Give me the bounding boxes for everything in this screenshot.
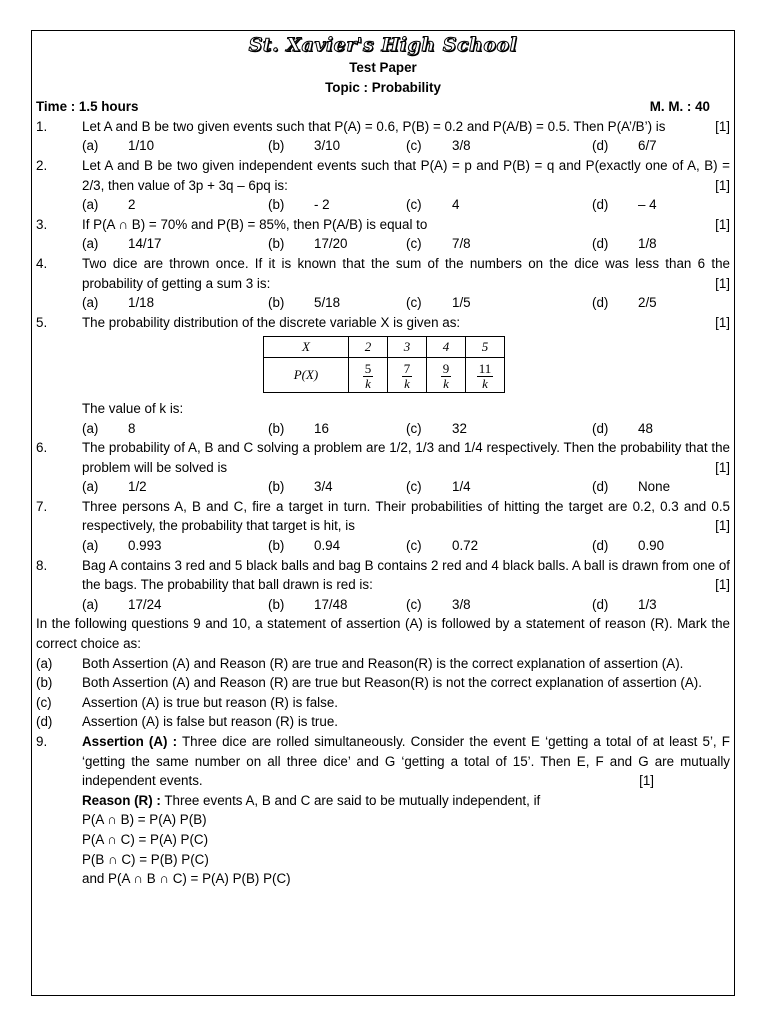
question-text: Let A and B be two given events such that P(A) = 0.6, P(B) = 0.2 and P(A/B) = 0.5. Then P(A’/B’) is (82, 118, 666, 134)
question-body (82, 438, 730, 477)
option-label: (c) (406, 138, 422, 154)
x-row (264, 337, 505, 358)
time-allowed: Time : 1.5 hours (36, 99, 139, 115)
question-number: 2. (36, 157, 48, 173)
option-label: (a) (82, 236, 99, 252)
numerator: 7 (403, 360, 411, 376)
option-value: 32 (452, 420, 467, 436)
option-value: 48 (638, 420, 653, 436)
test-paper (36, 32, 730, 889)
option-label: (d) (592, 236, 609, 252)
option-a (82, 195, 268, 215)
option-b (268, 477, 406, 497)
question-3 (36, 215, 730, 235)
question-number: 7. (36, 498, 48, 514)
option-label: (b) (268, 420, 285, 436)
paper-title: Test Paper (349, 60, 417, 75)
option-a (82, 477, 268, 497)
fraction (402, 362, 413, 391)
denominator: k (404, 375, 410, 391)
question-2 (36, 156, 730, 195)
x-value: 4 (427, 337, 466, 358)
choice-text: Assertion (A) is true but reason (R) is false. (82, 694, 338, 710)
px-header: P(X) (264, 357, 349, 392)
option-value: 14/17 (128, 236, 162, 252)
option-value: 17/48 (314, 596, 348, 612)
option-value: 1/8 (638, 236, 657, 252)
question-body (82, 156, 730, 195)
options-row (36, 195, 730, 215)
option-value: 16 (314, 420, 329, 436)
option-b (268, 419, 406, 439)
option-label: (d) (592, 538, 609, 554)
option-value: 1/2 (128, 479, 147, 495)
question-marks: [1] (715, 216, 730, 232)
option-value: 1/5 (452, 295, 471, 311)
distribution-table-wrap (36, 336, 730, 393)
option-label: (b) (268, 538, 285, 554)
assertion-text: Three dice are rolled simultaneously. Consider the event E ‘getting a total of at least 5’, F ‘getting the same number on all three dice’ and G ‘getting a total of 15’. Then E, F and G are mutually independent events. (82, 734, 730, 789)
assertion-reason-choices (36, 654, 730, 732)
question-marks: [1] (715, 177, 730, 193)
option-a (82, 595, 268, 615)
question-number: 1. (36, 118, 48, 134)
option-value: 0.72 (452, 538, 479, 554)
option-label: (c) (406, 236, 422, 252)
option-b (268, 136, 406, 156)
question-marks: [1] (715, 275, 730, 291)
question-text: The probability of A, B and C solving a problem are 1/2, 1/3 and 1/4 respectively. Then the probability that the problem will be solved is (82, 440, 730, 475)
choice-text: Both Assertion (A) and Reason (R) are true but Reason(R) is not the correct explanation of assertion (A). (82, 675, 702, 691)
option-c (406, 536, 592, 556)
question-number: 6. (36, 440, 48, 456)
fraction (363, 362, 374, 391)
question-marks: [1] (715, 118, 730, 134)
option-value: 5/18 (314, 295, 341, 311)
question-text: The probability distribution of the discrete variable X is given as: (82, 314, 461, 330)
option-label: (a) (82, 138, 99, 154)
options-row (36, 536, 730, 556)
distribution-table (263, 336, 505, 393)
option-c (406, 595, 592, 615)
fraction (441, 362, 452, 391)
x-value: 5 (466, 337, 505, 358)
option-label: (d) (592, 295, 609, 311)
x-header: X (264, 337, 349, 358)
question-9 (36, 732, 730, 889)
question-body (82, 497, 730, 536)
reason-label: Reason (R) : (82, 792, 161, 808)
choice-label: (c) (36, 694, 52, 710)
question-1 (36, 117, 730, 137)
option-c (406, 195, 592, 215)
option-d (592, 195, 730, 215)
options-row (36, 234, 730, 254)
time-marks-row (36, 97, 730, 117)
option-value: 1/3 (638, 596, 657, 612)
option-label: (b) (268, 197, 285, 213)
option-value: – 4 (638, 197, 657, 213)
question-4 (36, 254, 730, 293)
option-label: (c) (406, 197, 422, 213)
question-marks: [1] (715, 459, 730, 475)
option-d (592, 477, 730, 497)
option-value: 0.94 (314, 538, 341, 554)
question-body (82, 313, 730, 333)
option-value: 4 (452, 197, 460, 213)
question-7 (36, 497, 730, 536)
option-d (592, 234, 730, 254)
option-label: (d) (592, 420, 609, 436)
options-row (36, 293, 730, 313)
option-value: 2/5 (638, 295, 657, 311)
option-c (406, 419, 592, 439)
px-value (388, 357, 427, 392)
numerator: 5 (364, 360, 372, 376)
option-value: 2 (128, 197, 136, 213)
option-c (406, 234, 592, 254)
question-number: 9. (36, 734, 48, 749)
option-label: (d) (592, 197, 609, 213)
option-d (592, 293, 730, 313)
option-value: 0.993 (128, 538, 162, 554)
option-a (82, 234, 268, 254)
question-number: 3. (36, 216, 48, 232)
question-marks: [1] (715, 577, 730, 593)
question-text: Three persons A, B and C, fire a target in turn. Their probabilities of hitting the target are 0.2, 0.3 and 0.5 respectively, the probability that target is hit, is (82, 498, 730, 534)
school-name: St. Xavier's High School (248, 34, 518, 56)
question-body (82, 215, 730, 235)
question-text: Bag A contains 3 red and 5 black balls and bag B contains 2 red and 4 black balls. A ball is drawn from one of the bags. The probability that ball drawn is red is: (82, 557, 730, 593)
fraction (477, 362, 494, 391)
ar-choice-b (36, 673, 730, 693)
option-d (592, 136, 730, 156)
ar-choice-c (36, 693, 730, 713)
option-b (268, 234, 406, 254)
x-value: 2 (349, 337, 388, 358)
option-label: (b) (268, 295, 285, 311)
denominator: k (482, 375, 488, 391)
question-body (82, 117, 730, 137)
option-value: 3/10 (314, 138, 341, 154)
option-d (592, 419, 730, 439)
option-value: 1/4 (452, 479, 471, 495)
option-value: 8 (128, 420, 136, 436)
option-label: (a) (82, 538, 99, 554)
option-b (268, 195, 406, 215)
question-number: 4. (36, 255, 48, 271)
option-value: 6/7 (638, 138, 657, 154)
option-label: (c) (406, 479, 422, 495)
option-label: (c) (406, 596, 422, 612)
choice-text: Assertion (A) is false but reason (R) is true. (82, 714, 338, 730)
option-label: (b) (268, 479, 285, 495)
question-marks: [1] (715, 314, 730, 330)
option-c (406, 136, 592, 156)
option-label: (a) (82, 420, 99, 436)
px-row (264, 357, 505, 392)
question-number: 5. (36, 314, 48, 330)
choice-label: (d) (36, 714, 53, 730)
option-label: (a) (82, 197, 99, 213)
option-a (82, 136, 268, 156)
paper-topic: Topic : Probability (325, 79, 441, 95)
choice-label: (b) (36, 675, 53, 691)
option-label: (b) (268, 138, 285, 154)
option-label: (a) (82, 479, 99, 495)
question-8 (36, 556, 730, 595)
numerator: 9 (442, 360, 450, 376)
ar-choice-a (36, 654, 730, 674)
question-text: Let A and B be two given independent events such that P(A) = p and P(B) = q and P(exactly one of A, B) = 2/3, then value of 3p + 3q – 6pq is: (82, 157, 730, 193)
option-label: (a) (82, 295, 99, 311)
px-value (466, 357, 505, 392)
option-label: (d) (592, 138, 609, 154)
condition-4: and P(A ∩ B ∩ C) = P(A) P(B) P(C) (82, 871, 291, 887)
option-label: (c) (406, 538, 422, 554)
question-marks: [1] (639, 773, 654, 789)
option-label: (c) (406, 295, 422, 311)
reason-text: Three events A, B and C are said to be mutually independent, if (160, 792, 541, 808)
options-row (36, 477, 730, 497)
reason-line (82, 791, 730, 811)
option-d (592, 536, 730, 556)
question-body (82, 556, 730, 595)
question-body (82, 254, 730, 293)
px-value (427, 357, 466, 392)
option-value: 0.90 (638, 538, 665, 554)
option-b (268, 293, 406, 313)
option-a (82, 536, 268, 556)
option-value: 1/18 (128, 295, 155, 311)
ar-choice-d (36, 712, 730, 732)
denominator: k (365, 375, 371, 391)
condition-1: P(A ∩ B) = P(A) P(B) (82, 812, 207, 828)
option-value: 7/8 (452, 236, 471, 252)
x-value: 3 (388, 337, 427, 358)
numerator: 11 (478, 360, 492, 376)
assertion-reason-intro: In the following questions 9 and 10, a statement of assertion (A) is followed by a statement of reason (R). Mark the correct choice as: (36, 616, 730, 652)
px-value (349, 357, 388, 392)
question-marks: [1] (715, 518, 730, 534)
question-list (36, 117, 730, 615)
question-text: Two dice are thrown once. If it is known that the sum of the numbers on the dice was less than 6 the probability of getting a sum 3 is: (82, 255, 730, 291)
choice-text: Both Assertion (A) and Reason (R) are true and Reason(R) is the correct explanation of assertion (A). (82, 655, 684, 671)
option-value: 3/8 (452, 138, 471, 154)
question-5 (36, 313, 730, 333)
option-c (406, 293, 592, 313)
condition-3: P(B ∩ C) = P(B) P(C) (82, 851, 209, 867)
options-row (36, 136, 730, 156)
option-label: (c) (406, 420, 422, 436)
option-value: 3/8 (452, 596, 471, 612)
options-row (36, 419, 730, 439)
assertion-label: Assertion (A) : (82, 734, 178, 749)
option-c (406, 477, 592, 497)
condition-2: P(A ∩ C) = P(A) P(C) (82, 831, 209, 847)
option-b (268, 595, 406, 615)
options-row (36, 595, 730, 615)
option-a (82, 293, 268, 313)
question-number: 8. (36, 557, 48, 573)
option-label: (d) (592, 596, 609, 612)
option-value: None (638, 479, 671, 495)
question-6 (36, 438, 730, 477)
question-text: If P(A ∩ B) = 70% and P(B) = 85%, then P(A/B) is equal to (82, 216, 428, 232)
option-a (82, 419, 268, 439)
option-label: (b) (268, 236, 285, 252)
option-value: 17/24 (128, 596, 162, 612)
option-value: 17/20 (314, 236, 348, 252)
question-followup: The value of k is: (82, 400, 184, 416)
denominator: k (443, 375, 449, 391)
option-label: (a) (82, 596, 99, 612)
max-marks: M. M. : 40 (649, 99, 710, 115)
option-b (268, 536, 406, 556)
option-d (592, 595, 730, 615)
option-value: - 2 (314, 197, 330, 213)
option-value: 1/10 (128, 138, 155, 154)
option-label: (d) (592, 479, 609, 495)
option-value: 3/4 (314, 479, 333, 495)
choice-label: (a) (36, 655, 53, 671)
option-label: (b) (268, 596, 285, 612)
